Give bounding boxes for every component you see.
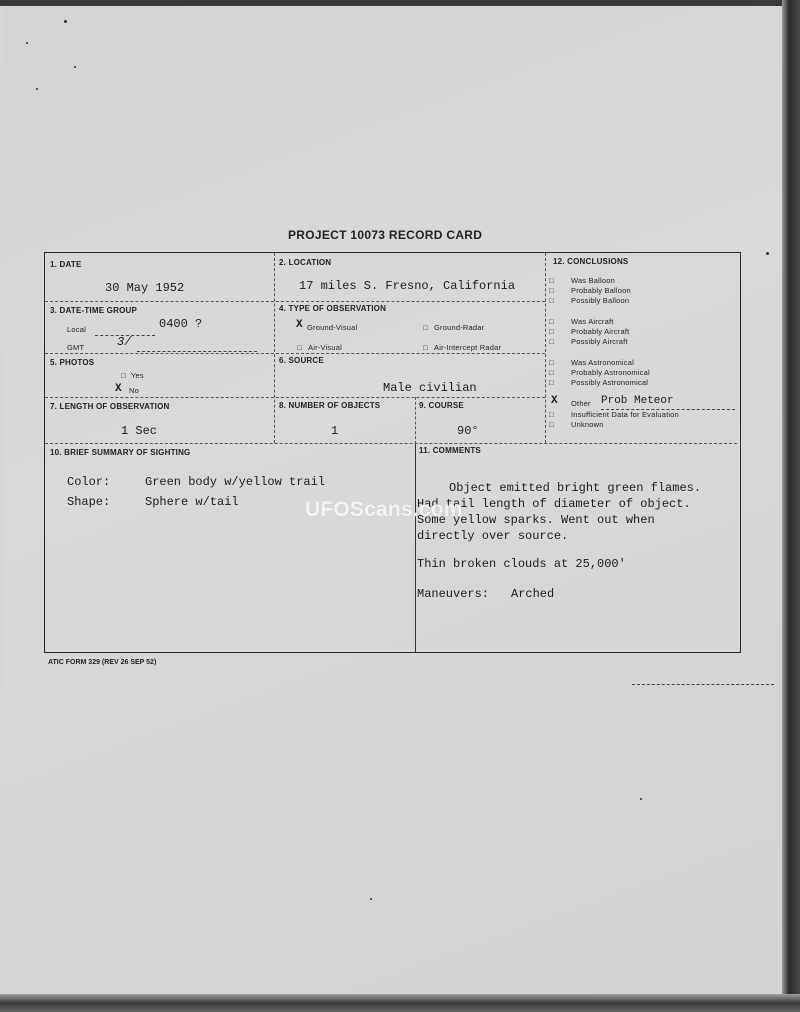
- length-label: 7. LENGTH OF OBSERVATION: [50, 402, 170, 411]
- was-astronomical-checkbox: □: [549, 358, 554, 367]
- scan-speck: [74, 66, 76, 68]
- photos-yes-checkbox: □: [121, 371, 126, 380]
- photos-no-option: No: [129, 386, 139, 395]
- comments-line: Object emitted bright green flames.: [449, 481, 702, 495]
- air-intercept-option: Air-Intercept Radar: [434, 343, 502, 352]
- length-value: 1 Sec: [121, 424, 158, 438]
- summary-shape-value: Sphere w/tail: [145, 495, 239, 509]
- dtg-label: 3. DATE-TIME GROUP: [50, 306, 138, 315]
- dtg-local-value: 0400 ?: [159, 317, 203, 331]
- observation-type-label: 4. TYPE OF OBSERVATION: [279, 304, 387, 313]
- dtg-gmt-line: [137, 351, 257, 352]
- was-balloon-option: Was Balloon: [571, 276, 616, 285]
- summary-label: 10. BRIEF SUMMARY OF SIGHTING: [50, 448, 191, 457]
- edge-rule: [632, 684, 774, 685]
- watermark: UFOScans.com: [305, 498, 463, 521]
- card-title: PROJECT 10073 RECORD CARD: [288, 228, 483, 242]
- divider-row4: [45, 443, 737, 444]
- probably-aircraft-option: Probably Aircraft: [571, 327, 630, 336]
- scan-speck: [36, 88, 38, 90]
- possibly-balloon-checkbox: □: [549, 296, 554, 305]
- conclusions-label: 12. CONCLUSIONS: [553, 257, 629, 266]
- photos-yes-option: Yes: [131, 371, 144, 380]
- dtg-local-label: Local: [67, 325, 86, 334]
- possibly-astronomical-option: Possibly Astronomical: [571, 378, 649, 387]
- summary-color-value: Green body w/yellow trail: [145, 475, 326, 489]
- date-value: 30 May 1952: [105, 281, 185, 295]
- divider-course: [415, 397, 416, 444]
- scan-speck: [26, 42, 28, 44]
- divider-row2: [45, 353, 545, 354]
- probably-balloon-option: Probably Balloon: [571, 286, 631, 295]
- was-astronomical-option: Was Astronomical: [571, 358, 634, 367]
- divider-col1: [274, 253, 275, 443]
- possibly-balloon-option: Possibly Balloon: [571, 296, 630, 305]
- comments-line: Had tail length of diameter of object.: [417, 497, 691, 511]
- was-aircraft-option: Was Aircraft: [571, 317, 614, 326]
- air-visual-checkbox: □: [297, 343, 302, 352]
- photos-label: 5. PHOTOS: [50, 358, 95, 367]
- scan-border-bottom: [0, 994, 800, 1012]
- divider-row3: [45, 397, 545, 398]
- ground-visual-checkmark: X: [296, 319, 303, 331]
- ground-radar-checkbox: □: [423, 323, 428, 332]
- probably-aircraft-checkbox: □: [549, 327, 554, 336]
- location-value: 17 miles S. Fresno, California: [299, 279, 516, 293]
- possibly-astronomical-checkbox: □: [549, 378, 554, 387]
- form-number: ATIC FORM 329 (REV 26 SEP 52): [48, 659, 157, 666]
- comments-clouds: Thin broken clouds at 25,000': [417, 557, 626, 571]
- comments-line: directly over source.: [417, 529, 569, 543]
- was-balloon-checkbox: □: [549, 276, 554, 285]
- scan-border-right: [782, 0, 800, 1012]
- comments-maneuvers-label: Maneuvers:: [417, 587, 490, 601]
- unknown-option: Unknown: [571, 420, 604, 429]
- probably-astronomical-checkbox: □: [549, 368, 554, 377]
- air-visual-option: Air-Visual: [308, 343, 342, 352]
- scan-speck: [64, 20, 67, 23]
- insufficient-option: Insufficient Data for Evaluation: [571, 410, 679, 419]
- photos-no-checkmark: X: [115, 383, 122, 395]
- scan-speck: [370, 898, 372, 900]
- other-value: Prob Meteor: [601, 395, 674, 407]
- objects-label: 8. NUMBER OF OBJECTS: [279, 401, 381, 410]
- dtg-gmt-value: 3/: [117, 335, 132, 349]
- other-checkmark: X: [551, 395, 558, 407]
- location-label: 2. LOCATION: [279, 258, 332, 267]
- course-value: 90°: [457, 424, 479, 438]
- was-aircraft-checkbox: □: [549, 317, 554, 326]
- summary-shape-label: Shape:: [67, 495, 111, 509]
- source-label: 6. SOURCE: [279, 356, 324, 365]
- other-option: Other: [571, 399, 591, 408]
- source-value: Male civilian: [383, 381, 477, 395]
- possibly-aircraft-option: Possibly Aircraft: [571, 337, 628, 346]
- comments-line: Some yellow sparks. Went out when: [417, 513, 655, 527]
- comments-label: 11. COMMENTS: [419, 446, 481, 455]
- scan-speck: [766, 252, 769, 255]
- course-label: 9. COURSE: [419, 401, 464, 410]
- dtg-gmt-label: GMT: [67, 343, 85, 352]
- possibly-aircraft-checkbox: □: [549, 337, 554, 346]
- unknown-checkbox: □: [549, 420, 554, 429]
- divider-conclusions: [545, 253, 546, 443]
- summary-color-label: Color:: [67, 475, 111, 489]
- insufficient-checkbox: □: [549, 410, 554, 419]
- divider-row1: [45, 301, 545, 302]
- ground-visual-option: Ground-Visual: [307, 323, 358, 332]
- probably-astronomical-option: Probably Astronomical: [571, 368, 650, 377]
- scan-speck: [640, 798, 642, 800]
- probably-balloon-checkbox: □: [549, 286, 554, 295]
- record-card: [44, 252, 741, 653]
- divider-comments: [415, 443, 416, 652]
- ground-radar-option: Ground-Radar: [434, 323, 485, 332]
- date-label: 1. DATE: [50, 260, 82, 269]
- comments-maneuvers-value: Arched: [511, 587, 555, 601]
- air-intercept-checkbox: □: [423, 343, 428, 352]
- objects-value: 1: [331, 424, 339, 438]
